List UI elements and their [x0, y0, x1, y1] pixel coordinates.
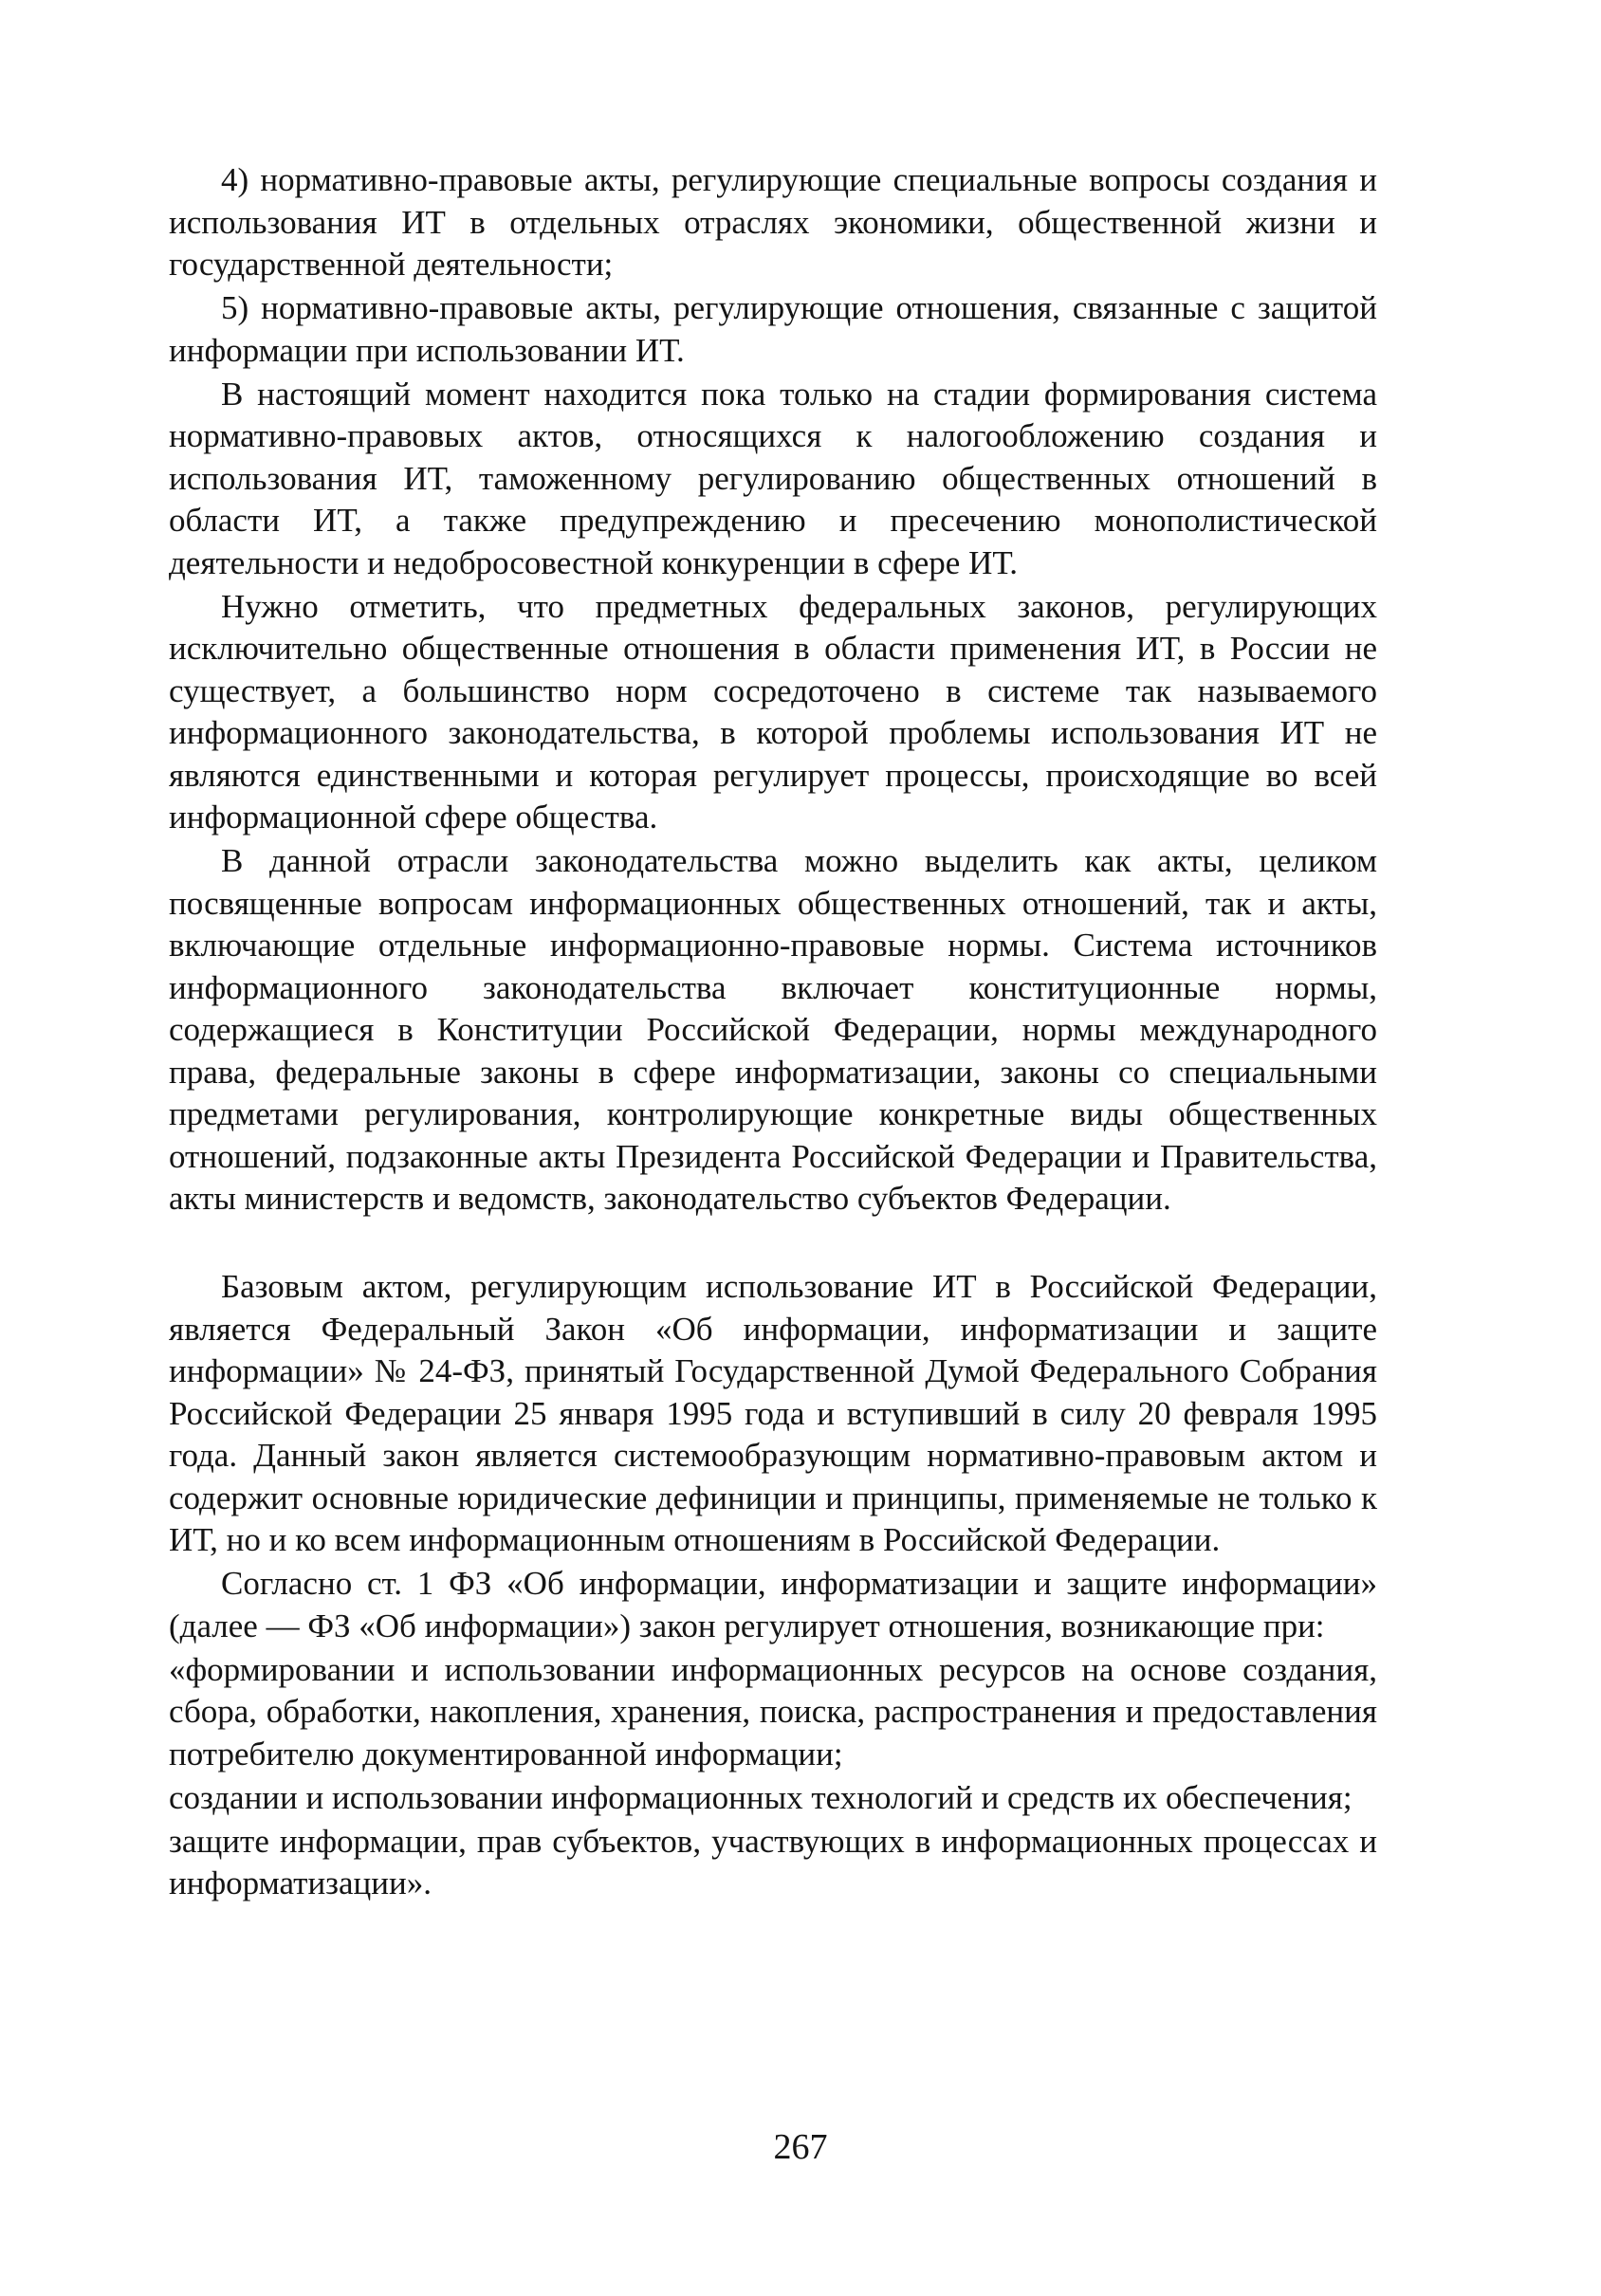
- paragraph-sources-system: В данной отрасли законодательства можно выделить как акты, целиком посвященные вопросам информационных общественных отношений, так и акты, включающие отдельные информационно-правовые нормы. Система источников информационного законодательства включает конституционные нормы, содержащиеся в Конституции Российской Федерации, нормы международного права, федеральные законы в сфере информатизации, законы со специальными предметами регулирования, контролирующие конкретные виды общественных отношений, подзаконные акты Президента Российской Федерации и Правительства, акты министерств и ведомств, законодательство субъектов Федерации.: [169, 842, 1377, 1217]
- paragraph-base-act: Базовым актом, регулирующим использование ИТ в Российской Федерации, является Федеральный Закон «Об информации, информатизации и защите информации» № 24-ФЗ, принятый Государственной Думой Федерального Собрания Российской Федерации 25 января 1995 года и вступивший в силу 20 февраля 1995 года. Данный закон является системообразующим нормативно-правовым актом и содержит основные юридические дефиниции и принципы, применяемые не только к ИТ, но и ко всем информационным отношениям в Российской Федерации.: [169, 1268, 1377, 1558]
- quote-item-technologies: создании и использовании информационных технологий и средств их обеспечения;: [169, 1778, 1353, 1816]
- paragraph-current-state: В настоящий момент находится пока только на стадии формирования система нормативно-правовых актов, относящихся к налогообложению создания и использования ИТ, таможенному регулированию общественных отношений в области ИТ, а также предупреждению и пресечению монополистической деятельности и недобросовестной конкуренции в сфере ИТ.: [169, 375, 1377, 581]
- quote-item-protection: защите информации, прав субъектов, участвующих в информационных процессах и информатизации».: [169, 1822, 1377, 1901]
- paragraph-item-4: 4) нормативно-правовые акты, регулирующие специальные вопросы создания и использования ИТ в отдельных отраслях экономики, общественной жизни и государственной деятельности;: [169, 161, 1377, 283]
- paragraph-item-5: 5) нормативно-правовые акты, регулирующие отношения, связанные с защитой информации при использовании ИТ.: [169, 289, 1377, 369]
- bottom-text-block: [169, 1266, 1377, 1906]
- paragraph-article-1: Согласно ст. 1 ФЗ «Об информации, информатизации и защите информации» (далее — ФЗ «Об информации») закон регулирует отношения, возникающие при:: [169, 1565, 1377, 1644]
- page-number: 267: [773, 2127, 828, 2167]
- paragraph-no-subject-laws: Нужно отметить, что предметных федеральных законов, регулирующих исключительно общественные отношения в области применения ИТ, в России не существует, а большинство норм сосредоточено в системе так называемого информационного законодательства, в которой проблемы использования ИТ не являются единственными и которая регулирует процессы, происходящие во всей информационной сфере общества.: [169, 587, 1377, 836]
- quote-item-resources: «формировании и использовании информационных ресурсов на основе создания, сбора, обработки, накопления, хранения, поиска, распространения и предоставления потребителю документированной информации;: [169, 1650, 1377, 1773]
- top-text-block: [169, 159, 1377, 1221]
